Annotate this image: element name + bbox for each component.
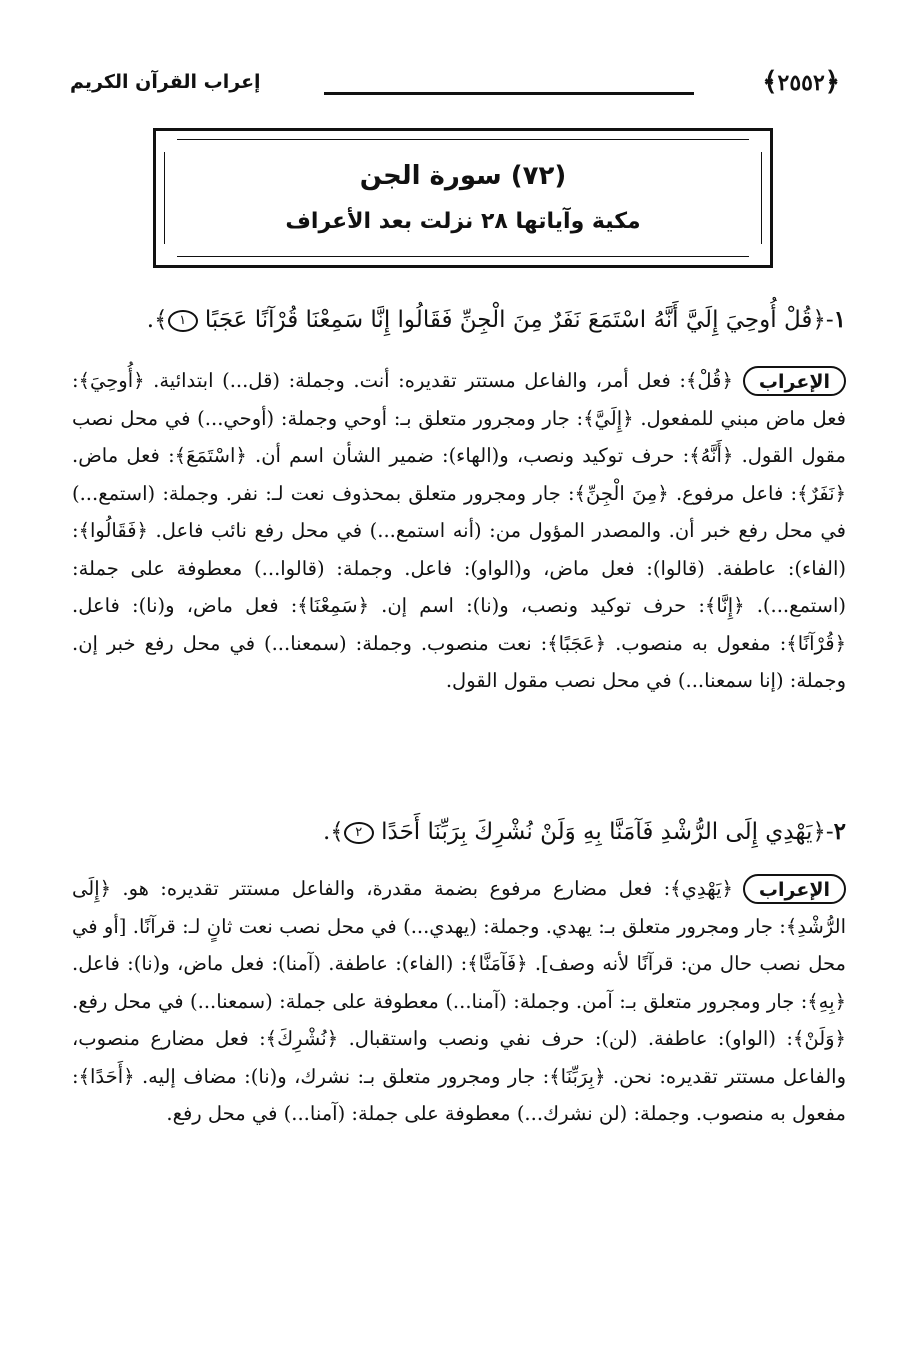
verse-2: ٢-﴿يَهْدِي إِلَى الرُّشْدِ فَآمَنَّا بِهِ وَلَنْ نُشْرِكَ بِرَبِّنَا أَحَدًا ٢﴾. bbox=[323, 818, 846, 845]
irab-block-2 bbox=[72, 870, 846, 1133]
surah-title-box bbox=[153, 128, 773, 268]
verse-number: ١ bbox=[833, 306, 846, 333]
frame-corner bbox=[153, 244, 177, 268]
verse-end-marker: ٢ bbox=[344, 822, 374, 844]
page-header bbox=[70, 62, 840, 102]
verse-number: ٢ bbox=[833, 818, 846, 845]
frame-corner bbox=[749, 128, 773, 152]
book-title: إعراب القرآن الكريم bbox=[70, 71, 261, 93]
irab-text: ﴿قُلْ﴾: فعل أمر، والفاعل مستتر تقديره: أنت. وجملة: (قل...) ابتدائية. ﴿أُوحِيَ﴾: فعل ماض مبني للمفعول. ﴿إِلَيَّ﴾: جار ومجرور متعلق بـ: أوحي وجملة: (أوحي...) في محل نصب مقول القول. ﴿أَنَّهُ﴾: حرف توكيد ونصب، و(الهاء): ضمير الشأن اسم أن. ﴿اسْتَمَعَ﴾: فعل ماض. ﴿نَفَرٌ﴾: فاعل مرفوع. ﴿مِنَ الْجِنِّ﴾: جار ومجرور متعلق بمحذوف نعت لـ: نفر. وجملة: (استمع...) في محل رفع خبر أن. والمصدر المؤول من: (أنه استمع...) في محل رفع نائب فاعل. ﴿فَقَالُوا﴾: (الفاء): عاطفة. (قالوا): فعل ماض، و(الواو): فاعل. وجملة: (قالوا...) معطوفة على جملة: (استمع...). ﴿إِنَّا﴾: حرف توكيد ونصب، و(نا): اسم إن. ﴿سَمِعْنَا﴾: فعل ماض، و(نا): فاعل. ﴿قُرْآنًا﴾: مفعول به منصوب. ﴿عَجَبًا﴾: نعت منصوب. وجملة: (سمعنا...) في محل رفع خبر إن. وجملة: (إنا سمعنا...) في محل نصب مقول القول. bbox=[72, 369, 846, 692]
verse-closing: ﴾. bbox=[146, 307, 168, 333]
verse-1: ١-﴿قُلْ أُوحِيَ إِلَيَّ أَنَّهُ اسْتَمَعَ نَفَرٌ مِنَ الْجِنِّ فَقَالُوا إِنَّا سَمِعْنَا قُرْآنًا عَجَبًا ١﴾. bbox=[146, 306, 846, 333]
page-number: ﴿٢٥٥٢﴾ bbox=[762, 67, 840, 97]
surah-name: (٧٢) سورة الجن bbox=[359, 161, 567, 191]
frame-corner bbox=[749, 244, 773, 268]
header-rule bbox=[324, 92, 694, 95]
verse-text: ﴿قُلْ أُوحِيَ إِلَيَّ أَنَّهُ اسْتَمَعَ نَفَرٌ مِنَ الْجِنِّ فَقَالُوا إِنَّا سَمِعْنَا قُرْآنًا عَجَبًا bbox=[204, 307, 826, 333]
irab-text: ﴿يَهْدِي﴾: فعل مضارع مرفوع بضمة مقدرة، والفاعل مستتر تقديره: هو. ﴿إِلَى الرُّشْدِ﴾: جار ومجرور متعلق بـ: يهدي. وجملة: (يهدي...) في محل نصب نعت ثانٍ لـ: قرآنًا. [أو في محل نصب حال من: قرآنًا لأنه وصف]. ﴿فَآمَنَّا﴾: (الفاء): عاطفة. (آمنا): فعل ماض، و(نا): فاعل. ﴿بِهِ﴾: جار ومجرور متعلق بـ: آمن. وجملة: (آمنا...) معطوفة على جملة: (سمعنا...) في محل رفع. ﴿وَلَنْ﴾: (الواو): عاطفة. (لن): حرف نفي ونصب واستقبال. ﴿نُشْرِكَ﴾: فعل مضارع منصوب، والفاعل مستتر تقديره: نحن. ﴿بِرَبِّنَا﴾: جار ومجرور متعلق بـ: نشرك، و(نا): مضاف إليه. ﴿أَحَدًا﴾: مفعول به منصوب. وجملة: (لن نشرك...) معطوفة على جملة: (آمنا...) في محل رفع. bbox=[72, 877, 846, 1125]
frame-corner bbox=[153, 128, 177, 152]
verse-closing: ﴾. bbox=[323, 819, 344, 845]
verse-end-marker: ١ bbox=[168, 310, 198, 332]
irab-label: الإعراب bbox=[743, 366, 846, 396]
verse-text: ﴿يَهْدِي إِلَى الرُّشْدِ فَآمَنَّا بِهِ وَلَنْ نُشْرِكَ بِرَبِّنَا أَحَدًا bbox=[381, 819, 826, 845]
title-inner-border bbox=[164, 139, 762, 257]
irab-block-1 bbox=[72, 362, 846, 700]
surah-info: مكية وآياتها ٢٨ نزلت بعد الأعراف bbox=[285, 209, 641, 234]
irab-label: الإعراب bbox=[743, 874, 846, 904]
